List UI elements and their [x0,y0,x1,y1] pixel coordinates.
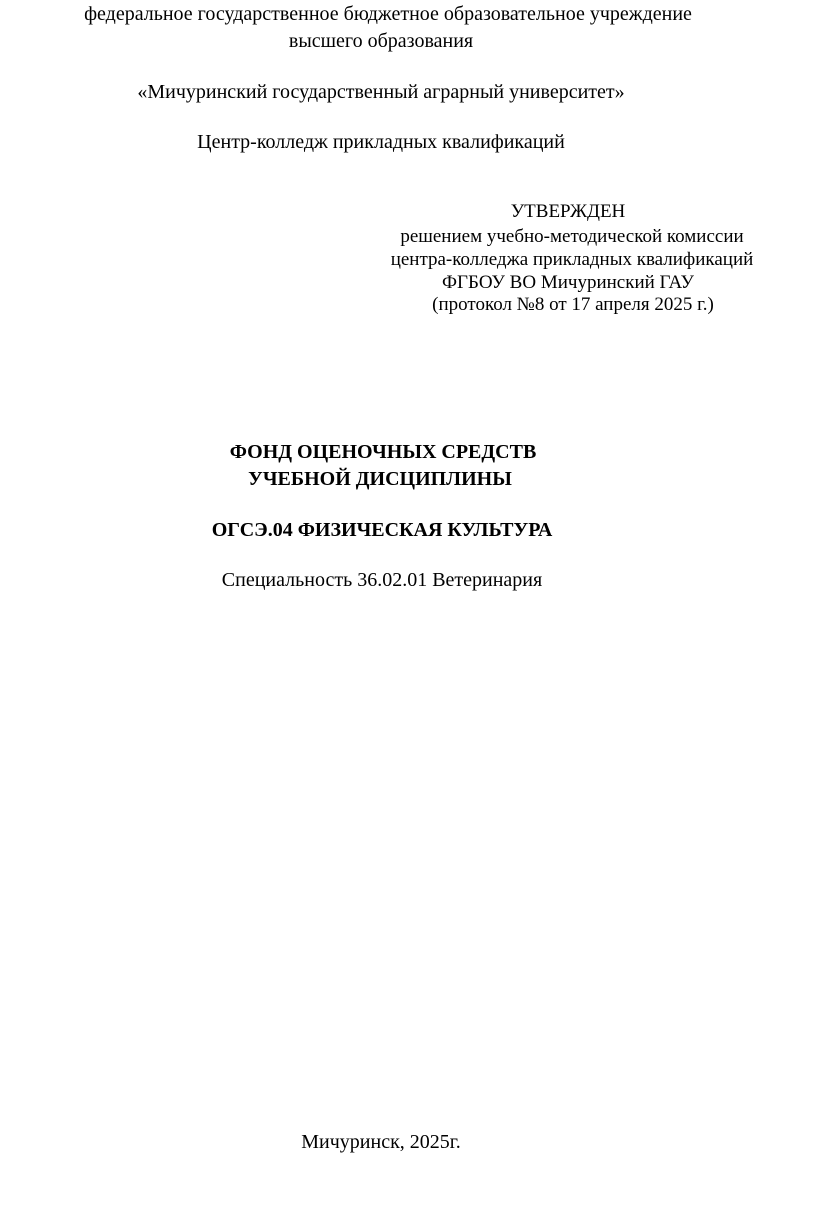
org-line-1: федеральное государственное бюджетное образовательное учреждение [84,3,692,25]
approval-line-1: решением учебно-методической комиссии [400,226,744,247]
approval-line-4: (протокол №8 от 17 апреля 2025 г.) [432,294,714,315]
discipline-title: ОГСЭ.04 ФИЗИЧЕСКАЯ КУЛЬТУРА [211,519,553,541]
college-name: Центр-колледж прикладных квалификаций [197,131,565,153]
document-title-line-2: УЧЕБНОЙ ДИСЦИПЛИНЫ [248,468,512,490]
org-line-2: высшего образования [288,30,474,52]
approval-title: УТВЕРЖДЕН [510,201,626,222]
approval-line-3: ФГБОУ ВО Мичуринский ГАУ [442,272,694,293]
university-name: «Мичуринский государственный аграрный университет» [137,81,625,103]
approval-line-2: центра-колледжа прикладных квалификаций [390,249,754,270]
specialty-line: Специальность 36.02.01 Ветеринария [221,569,543,591]
document-title-line-1: ФОНД ОЦЕНОЧНЫХ СРЕДСТВ [229,441,537,463]
city-year: Мичуринск, 2025г. [301,1131,461,1153]
